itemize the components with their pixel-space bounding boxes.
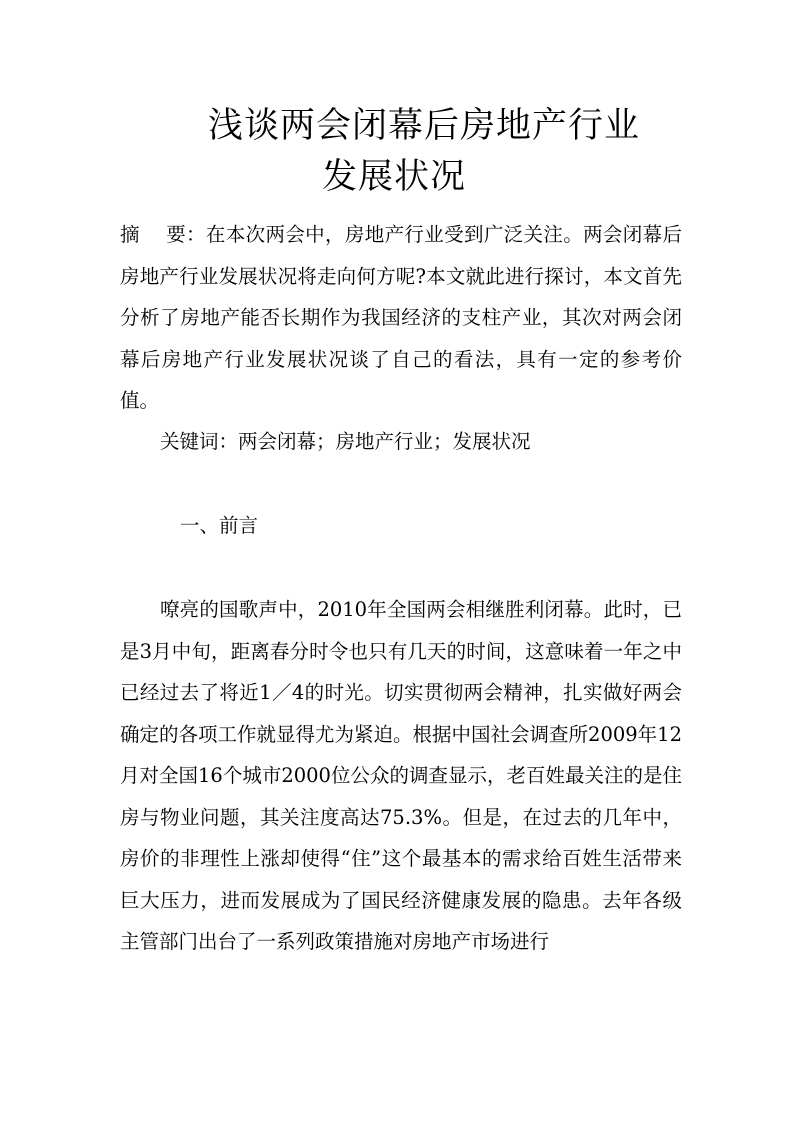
keywords-line: 关键词：两会闭幕；房地产行业；发展状况 xyxy=(160,430,531,453)
document-title-line-1: 浅谈两会闭幕后房地产行业 xyxy=(208,106,641,146)
body-paragraph: 嘹亮的国歌声中，2010年全国两会相继胜利闭幕。此时，已是3月中旬，距离春分时令也只有几天的时间，这意味着一年之中已经过去了将近1／4的时光。切实贯彻两会精神，扎实做好两会确定的各项工作就显得尤为紧迫。根据中国社会调查所2009年12月对全国16个城市2000位公众的调查显示，老百姓最关注的是住房与物业问题，其关注度高达75.3%。但是，在过去的几年中，房价的非理性上涨却使得“住”这个最基本的需求给百姓生活带来巨大压力，进而发展成为了国民经济健康发展的隐患。去年各级主管部门出台了一系列政策措施对房地产市场进行 xyxy=(120,598,682,953)
section-heading-preface: 一、前言 xyxy=(180,514,259,537)
abstract-text: 在本次两会中，房地产行业受到广泛关注。两会闭幕后房地产行业发展状况将走向何方呢?本文就此进行探讨，本文首先分析了房地产能否长期作为我国经济的支柱产业，其次对两会闭幕后房地产行业发展状况谈了自己的看法，具有一定的参考价值。 xyxy=(120,223,682,412)
abstract-paragraph xyxy=(120,214,682,422)
abstract-label-b: 要： xyxy=(165,223,206,246)
abstract-label-a: 摘 xyxy=(120,223,140,246)
document-title-line-2: 发展状况 xyxy=(322,157,467,197)
